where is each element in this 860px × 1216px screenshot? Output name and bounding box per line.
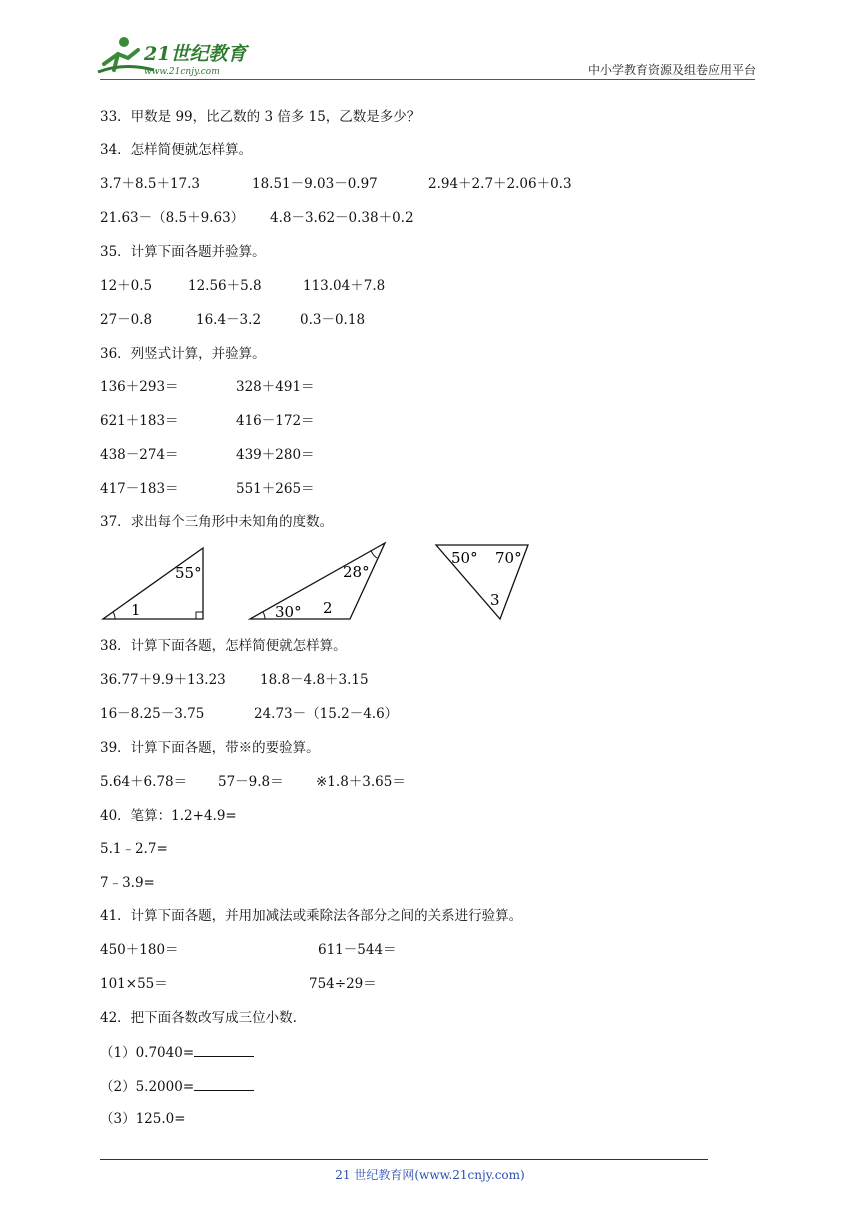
answer-blank[interactable] [194, 1077, 254, 1091]
q40-expr: 5.1﹣2.7= [100, 841, 168, 857]
question-38: 38．计算下面各题，怎样简便就怎样算。 [100, 638, 347, 654]
q42-item [100, 1077, 254, 1096]
question-40: 40．笔算：1.2+4.9= [100, 808, 237, 824]
q42-item-text: （2）5.2000= [100, 1079, 195, 1095]
question-37: 37．求出每个三角形中未知角的度数。 [100, 514, 334, 530]
q35-expr: 16.4－3.2 [196, 312, 262, 328]
right-angle-mark [196, 612, 203, 619]
triangles-figure [95, 540, 555, 625]
t1-label: 1 [131, 601, 141, 619]
q36-expr: 417－183＝ [100, 481, 179, 497]
q34-expr: 3.7＋8.5＋17.3 [100, 176, 200, 192]
question-41: 41．计算下面各题，并用加减法或乘除法各部分之间的关系进行验算。 [100, 908, 523, 924]
answer-blank[interactable] [194, 1043, 254, 1057]
q41-expr: 611－544＝ [318, 942, 397, 958]
q41-expr: 450＋180＝ [100, 942, 179, 958]
q36-expr: 439＋280＝ [236, 447, 315, 463]
q39-expr: 57－9.8＝ [218, 774, 284, 790]
runner-logo-icon [94, 34, 264, 78]
q38-expr: 16－8.25－3.75 [100, 706, 205, 722]
q34-expr: 2.94＋2.7＋2.06＋0.3 [428, 176, 572, 192]
q39-expr: ※1.8＋3.65＝ [316, 774, 406, 790]
triangle-1 [103, 548, 203, 619]
q36-expr: 136＋293＝ [100, 379, 179, 395]
t3-label: 3 [490, 591, 500, 609]
q35-expr: 27－0.8 [100, 312, 153, 328]
q35-expr: 0.3－0.18 [300, 312, 366, 328]
t3-angle-right: 70° [495, 549, 522, 567]
q38-expr: 36.77＋9.9＋13.23 [100, 672, 226, 688]
q38-expr: 18.8－4.8＋3.15 [260, 672, 369, 688]
header-divider [100, 79, 755, 80]
question-34: 34．怎样简便就怎样算。 [100, 142, 253, 158]
question-33: 33．甲数是 99，比乙数的 3 倍多 15，乙数是多少？ [100, 109, 421, 125]
q36-expr: 621＋183＝ [100, 413, 179, 429]
footer-divider [100, 1159, 708, 1160]
q41-expr: 754÷29＝ [309, 976, 377, 992]
footer-text: 21 世纪教育网(www.21cnjy.com) [335, 1168, 525, 1182]
site-logo [94, 34, 264, 78]
q39-expr: 5.64＋6.78＝ [100, 774, 188, 790]
q41-expr: 101×55＝ [100, 976, 168, 992]
question-35: 35．计算下面各题并验算。 [100, 244, 266, 260]
q35-expr: 12.56＋5.8 [188, 278, 262, 294]
header-platform-text: 中小学教育资源及组卷应用平台 [587, 63, 756, 77]
t2-angle-top: 28° [343, 563, 370, 581]
logo-text: 21世纪教育 [144, 43, 247, 65]
q42-item [100, 1043, 254, 1062]
q35-expr: 113.04＋7.8 [303, 278, 386, 294]
logo-url: www.21cnjy.com [144, 67, 220, 77]
t1-angle: 55° [175, 564, 202, 582]
q42-item-text: （3）125.0= [100, 1111, 186, 1127]
t3-angle-left: 50° [451, 549, 478, 567]
t2-angle-left: 30° [275, 603, 302, 621]
q36-expr: 416－172＝ [236, 413, 315, 429]
question-39: 39．计算下面各题，带※的要验算。 [100, 740, 320, 756]
triangle-2 [250, 543, 385, 619]
q38-expr: 24.73－（15.2－4.6） [254, 706, 399, 722]
question-36: 36．列竖式计算，并验算。 [100, 346, 266, 362]
q35-expr: 12＋0.5 [100, 278, 153, 294]
q36-expr: 551＋265＝ [236, 481, 315, 497]
q34-expr: 21.63－（8.5＋9.63） [100, 210, 245, 226]
q42-item-text: （1）0.7040= [100, 1045, 195, 1061]
q34-expr: 4.8－3.62－0.38＋0.2 [270, 210, 414, 226]
t2-label: 2 [323, 599, 333, 617]
q40-expr: 7﹣3.9= [100, 875, 155, 891]
q42-item [100, 1110, 186, 1128]
q34-expr: 18.51－9.03－0.97 [252, 176, 378, 192]
q36-expr: 328＋491＝ [236, 379, 315, 395]
question-42: 42．把下面各数改写成三位小数. [100, 1010, 297, 1026]
q36-expr: 438－274＝ [100, 447, 179, 463]
